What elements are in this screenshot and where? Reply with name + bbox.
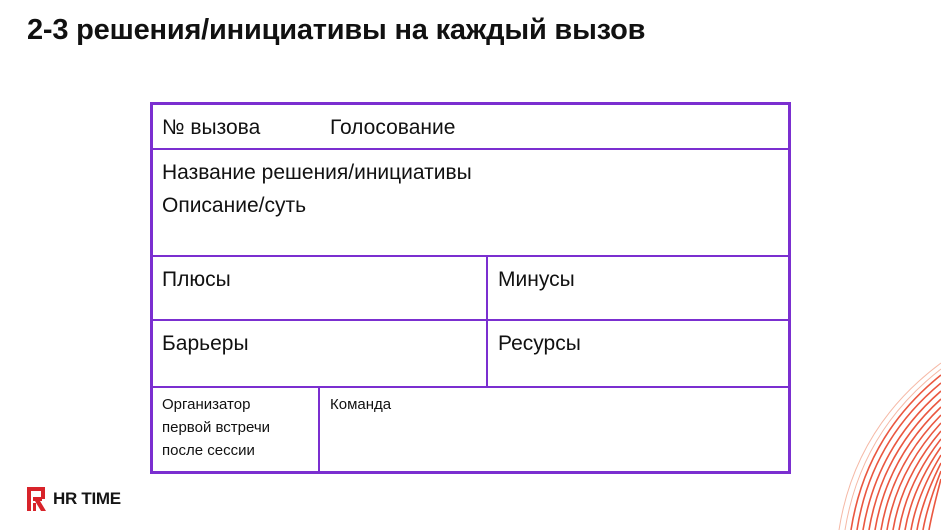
pros-cons-row: [153, 257, 788, 321]
hr-time-logo: [27, 487, 121, 511]
hr-time-logo-icon: [27, 487, 47, 511]
organizer-label-line1: Организатор: [162, 396, 251, 413]
solution-card-table: [150, 102, 791, 474]
barriers-resources-row: [153, 321, 788, 388]
slide-title: 2-3 решения/инициативы на каждый вызов: [27, 14, 646, 46]
pros-label: Плюсы: [162, 268, 231, 291]
solution-name-label: Название решения/инициативы: [162, 161, 472, 184]
header-row: [153, 105, 788, 150]
resources-cell: [488, 321, 788, 386]
organizer-cell: [153, 388, 320, 471]
voting-label: Голосование: [330, 116, 456, 139]
team-label: Команда: [330, 396, 392, 413]
cons-label: Минусы: [498, 268, 575, 291]
organizer-label-line2: первой встречи: [162, 419, 271, 436]
team-cell: [320, 388, 788, 471]
organizer-team-row: [153, 388, 788, 471]
challenge-number-label: № вызова: [162, 116, 261, 139]
cons-cell: [488, 257, 788, 319]
logo-text: HR TIME: [53, 489, 121, 508]
resources-label: Ресурсы: [498, 332, 581, 355]
barriers-label: Барьеры: [162, 332, 249, 355]
organizer-label-line3: после сессии: [162, 442, 255, 459]
description-label: Описание/суть: [162, 194, 307, 217]
decorative-arcs: [821, 355, 941, 530]
pros-cell: [153, 257, 488, 319]
title-row: [153, 150, 788, 257]
barriers-cell: [153, 321, 488, 386]
